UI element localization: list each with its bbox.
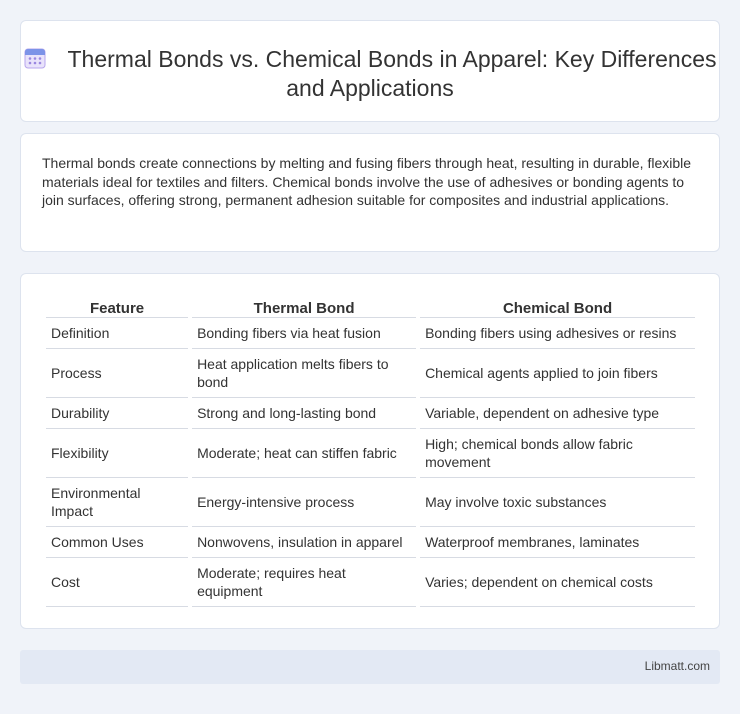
footer-brand: Libmatt.com (644, 659, 710, 673)
feature-cell: Definition (46, 318, 188, 349)
chemical-cell: Chemical agents applied to join fibers (420, 349, 695, 398)
thermal-cell: Strong and long-lasting bond (192, 398, 416, 429)
feature-cell: Process (46, 349, 188, 398)
page-title: Thermal Bonds vs. Chemical Bonds in Apparel: Key Differences and Applications (67, 46, 717, 101)
thermal-cell: Energy-intensive process (192, 478, 416, 527)
title-card (20, 20, 720, 122)
table-row (46, 478, 695, 527)
chemical-cell: High; chemical bonds allow fabric movement (420, 429, 695, 478)
comparison-table (42, 296, 699, 607)
description-text: Thermal bonds create connections by melting and fusing fibers through heat, resulting in durable, flexible materials ideal for textiles and filters. Chemical bonds involve the use of adhesives or bonding agents to join surfaces, offering strong, permanent adhesion suitable for composites and industrial applications. (42, 155, 692, 208)
table-row (46, 318, 695, 349)
chemical-cell: Bonding fibers using adhesives or resins (420, 318, 695, 349)
feature-cell: Environmental Impact (46, 478, 188, 527)
thermal-cell: Moderate; requires heat equipment (192, 558, 416, 607)
chemical-cell: May involve toxic substances (420, 478, 695, 527)
header-feature: Feature (46, 296, 188, 318)
description-card (20, 133, 720, 252)
chemical-cell: Waterproof membranes, laminates (420, 527, 695, 558)
chemical-cell: Varies; dependent on chemical costs (420, 558, 695, 607)
page-title-wrap (21, 45, 719, 103)
comparison-card (20, 273, 720, 629)
calendar-icon (24, 47, 46, 69)
footer (20, 650, 720, 684)
header-chemical-bond: Chemical Bond (420, 296, 695, 318)
table-row (46, 527, 695, 558)
thermal-cell: Nonwovens, insulation in apparel (192, 527, 416, 558)
thermal-cell: Bonding fibers via heat fusion (192, 318, 416, 349)
feature-cell: Flexibility (46, 429, 188, 478)
table-row (46, 429, 695, 478)
thermal-cell: Heat application melts fibers to bond (192, 349, 416, 398)
thermal-cell: Moderate; heat can stiffen fabric (192, 429, 416, 478)
feature-cell: Common Uses (46, 527, 188, 558)
feature-cell: Cost (46, 558, 188, 607)
feature-cell: Durability (46, 398, 188, 429)
chemical-cell: Variable, dependent on adhesive type (420, 398, 695, 429)
table-row (46, 349, 695, 398)
table-header-row (46, 296, 695, 318)
table-row (46, 558, 695, 607)
header-thermal-bond: Thermal Bond (192, 296, 416, 318)
table-row (46, 398, 695, 429)
